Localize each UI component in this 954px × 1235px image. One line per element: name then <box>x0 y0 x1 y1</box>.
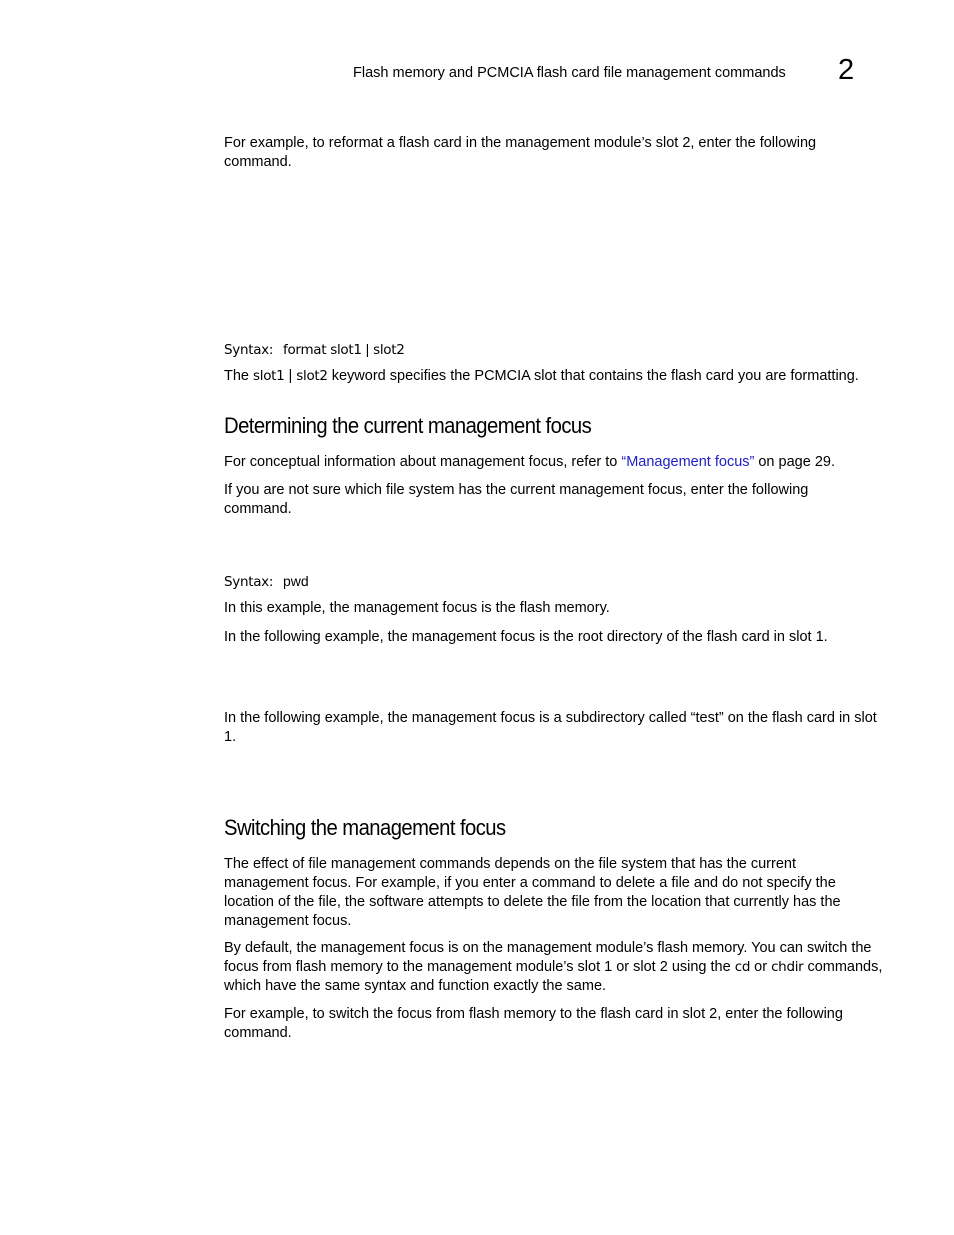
section-heading-current-focus: Determining the current management focus <box>224 413 592 438</box>
effect-paragraph: The effect of file management commands depends on the file system that has the current management focus. For example, if you enter a command to delete a file and do not specify the location of the file, the software attempts to delete the file from the location that currently has the management focus. <box>224 856 841 929</box>
conceptual-info-paragraph <box>224 453 874 472</box>
keyword-slot1: slot1 <box>253 368 285 384</box>
text-fragment: For conceptual information about management focus, refer to <box>224 454 622 470</box>
flash-memory-example-paragraph: In this example, the management focus is the flash memory. <box>224 600 610 616</box>
text-fragment: commands, which have the same syntax and function exactly the same. <box>224 959 883 994</box>
running-header-title: Flash memory and PCMCIA flash card file management commands <box>353 65 786 81</box>
keyword-separator: | <box>284 368 297 384</box>
format-syntax <box>224 341 405 358</box>
text-fragment: or <box>750 959 772 975</box>
syntax-argument: slot2 <box>373 342 405 358</box>
syntax-separator: | <box>365 341 370 357</box>
pwd-syntax <box>224 573 309 590</box>
text-fragment: By default, the management focus is on the management module’s flash memory. You can switch the focus from flash memory to the management module’s slot 1 or slot 2 using the <box>224 940 872 975</box>
default-focus-paragraph <box>224 939 884 996</box>
text-fragment: on page 29. <box>754 454 835 470</box>
section-heading-switching-focus: Switching the management focus <box>224 815 506 840</box>
reformat-paragraph: For example, to reformat a flash card in the management module’s slot 2, enter the following command. <box>224 135 817 170</box>
syntax-label: Syntax: <box>224 342 274 358</box>
syntax-label: Syntax: <box>224 574 274 590</box>
keyword-chdir: chdir <box>771 959 804 975</box>
text-fragment: The <box>224 368 254 384</box>
keyword-slot2: slot2 <box>296 368 328 384</box>
syntax-command: format slot1 <box>283 342 362 358</box>
slot-description-paragraph <box>224 367 884 386</box>
root-directory-example-paragraph: In the following example, the management focus is the root directory of the flash card in slot 1. <box>224 629 828 645</box>
subdirectory-example-paragraph: In the following example, the management focus is a subdirectory called “test” on the flash card in slot 1. <box>224 710 877 745</box>
keyword-cd: cd <box>734 959 751 975</box>
syntax-command: pwd <box>283 573 309 589</box>
not-sure-paragraph: If you are not sure which file system has the current management focus, enter the following command. <box>224 482 809 517</box>
text-fragment: keyword specifies the PCMCIA slot that contains the flash card you are formatting. <box>327 368 859 384</box>
chapter-number: 2 <box>838 54 855 86</box>
switch-example-paragraph: For example, to switch the focus from flash memory to the flash card in slot 2, enter the following command. <box>224 1006 843 1041</box>
management-focus-link[interactable]: “Management focus” <box>621 454 755 470</box>
